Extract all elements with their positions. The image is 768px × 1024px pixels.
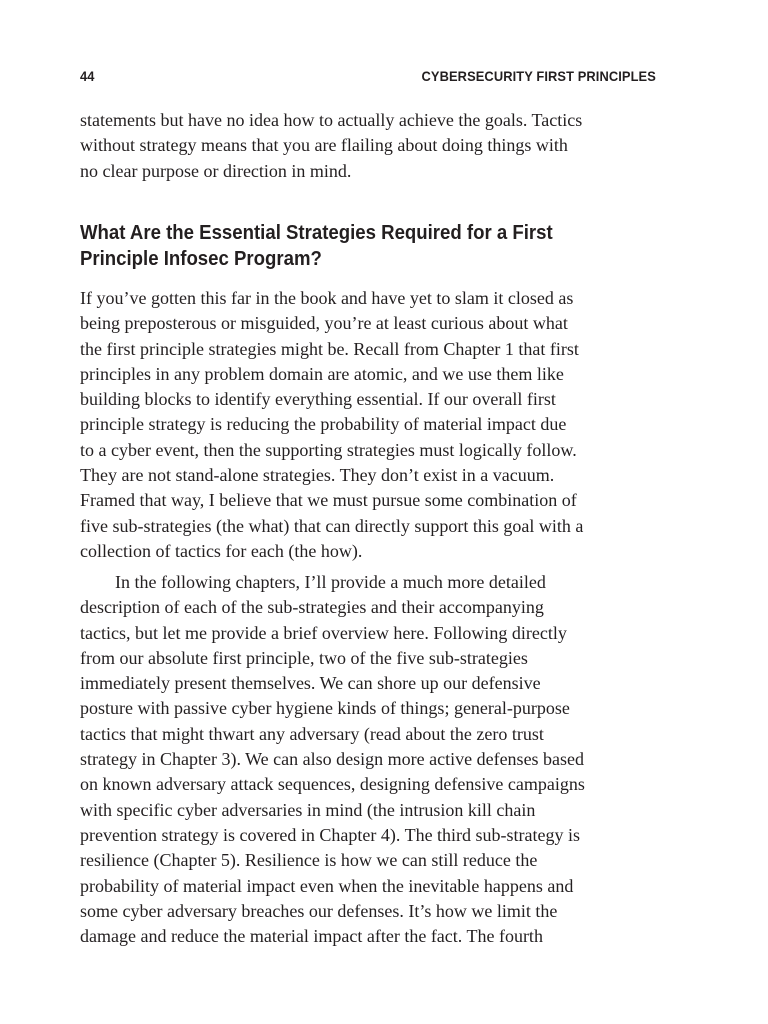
text-line: with specific cyber adversaries in mind (the intrusion kill chain [80, 799, 536, 820]
book-title: CYBERSECURITY FIRST PRINCIPLES [421, 68, 656, 84]
heading-line: What Are the Essential Strategies Required for a First [80, 222, 553, 244]
text-line: the first principle strategies might be. Recall from Chapter 1 that first [80, 338, 579, 359]
text-line: immediately present themselves. We can shore up our defensive [80, 673, 541, 694]
page-number: 44 [80, 68, 95, 84]
text-line: principles in any problem domain are atomic, and we use them like [80, 363, 564, 384]
text-line: building blocks to identify everything essential. If our overall first [80, 389, 556, 410]
text-line: tactics, but let me provide a brief overview here. Following directly [80, 622, 567, 643]
text-line: to a cyber event, then the supporting strategies must logically follow. [80, 439, 577, 460]
text-line: principle strategy is reducing the probability of material impact due [80, 414, 567, 435]
text-line: posture with passive cyber hygiene kinds of things; general-purpose [80, 698, 570, 719]
text-line: five sub-strategies (the what) that can directly support this goal with a [80, 515, 584, 536]
text-line: from our absolute first principle, two of the five sub-strategies [80, 647, 528, 668]
text-line: being preposterous or misguided, you’re at least curious about what [80, 313, 568, 334]
text-line: If you’ve gotten this far in the book and have yet to slam it closed as [80, 288, 574, 308]
text-line: In the following chapters, I’ll provide a much more detailed [115, 572, 546, 592]
text-line: resilience (Chapter 5). Resilience is how we can still reduce the [80, 850, 538, 871]
text-line: tactics that might thwart any adversary (read about the zero trust [80, 723, 544, 744]
text-line: probability of material impact even when the inevitable happens and [80, 875, 574, 896]
text-line: damage and reduce the material impact after the fact. The fourth [80, 926, 543, 947]
text-line: They are not stand-alone strategies. They don’t exist in a vacuum. [80, 465, 555, 486]
text-line: prevention strategy is covered in Chapter 4). The third sub-strategy is [80, 824, 581, 845]
text-line: no clear purpose or direction in mind. [80, 160, 352, 181]
paragraph-continued [80, 108, 656, 184]
text-line: on known adversary attack sequences, designing defensive campaigns [80, 774, 585, 795]
paragraph-second [80, 570, 656, 949]
text-line: collection of tactics for each (the how). [80, 540, 363, 561]
text-line: strategy in Chapter 3). We can also design more active defenses based [80, 749, 585, 770]
text-line: some cyber adversary breaches our defenses. It’s how we limit the [80, 900, 558, 921]
section-heading [80, 220, 638, 272]
text-line: Framed that way, I believe that we must pursue some combination of [80, 490, 577, 511]
paragraph-first [80, 286, 656, 564]
text-line: without strategy means that you are flailing about doing things with [80, 135, 568, 156]
text-line: statements but have no idea how to actually achieve the goals. Tactics [80, 110, 583, 130]
heading-line: Principle Infosec Program? [80, 248, 322, 270]
running-head [80, 68, 656, 88]
text-line: description of each of the sub-strategies and their accompanying [80, 597, 544, 618]
